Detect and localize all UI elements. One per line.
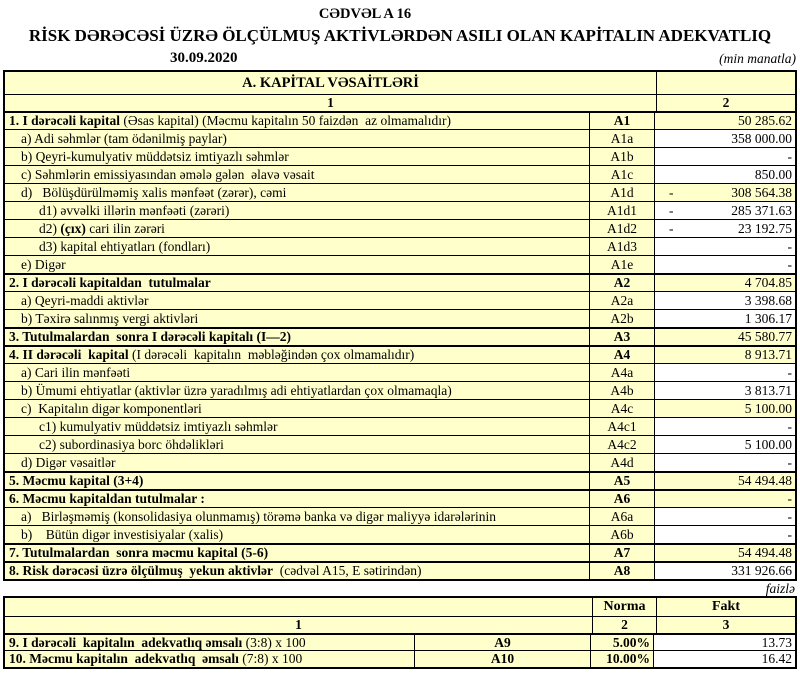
row-label: a) Cari ilin mənfəəti	[5, 364, 590, 381]
row-value: -	[655, 238, 795, 255]
row-code: A7	[590, 545, 655, 561]
row-code: A1	[590, 113, 655, 129]
row-label: 5. Məcmu kapital (3+4)	[5, 473, 590, 489]
row-code: A1a	[590, 130, 655, 147]
table-row	[5, 201, 795, 219]
ratio-column-number-row	[5, 616, 795, 633]
row-code: A1d1	[590, 202, 655, 219]
table-row	[5, 435, 795, 453]
row-value: 54 494.48	[655, 545, 795, 561]
ratio-table-header	[5, 598, 795, 616]
row-label: a) Qeyri-maddi aktivlər	[5, 292, 590, 309]
row-value: 3 398.68	[655, 292, 795, 309]
row-code: A5	[590, 473, 655, 489]
report-title: RİSK DƏRƏCƏSİ ÜZRƏ ÖLÇÜLMUŞ AKTİVLƏRDƏN ASILI OLAN KAPİTALIN ADEKVATLIQ	[28, 26, 772, 45]
table-row	[5, 363, 795, 381]
row-code: A4a	[590, 364, 655, 381]
row-code: A1d2	[590, 220, 655, 237]
row-label: d) Bölüşdürülməmiş xalis mənfəət (zərər), cəmi	[5, 184, 590, 201]
table-row	[5, 183, 795, 201]
table-row	[5, 219, 795, 237]
row-label: d1) əvvəlki illərin mənfəəti (zərəri)	[5, 202, 590, 219]
row-label: 6. Məcmu kapitaldan tutulmalar :	[5, 491, 590, 507]
row-value: 331 926.66	[655, 563, 795, 579]
row-code: A6	[590, 491, 655, 507]
row-label: 8. Risk dərəcəsi üzrə ölçülmuş yekun aktivlər (cədvəl A15, E sətirindən)	[5, 563, 590, 579]
row-value: 54 494.48	[655, 473, 795, 489]
row-value: -	[655, 418, 795, 435]
row-code: A1e	[590, 256, 655, 273]
row-label: a) Birləşməmiş (konsolidasiya olunmamış) törəmə banka və digər maliyyə idarələrinin	[5, 508, 590, 525]
capital-table-header	[5, 72, 795, 94]
row-label: 10. Məcmu kapitalın adekvatlıq əmsalı (7:8) x 100	[5, 651, 415, 667]
row-value: -	[655, 454, 795, 471]
row-value: -	[655, 526, 795, 543]
ratio-header-empty	[5, 598, 593, 616]
row-label: 9. I dərəcəli kapitalın adekvatlıq əmsalı (3:8) x 100	[5, 635, 415, 650]
row-label: b) Ümumi ehtiyatlar (aktivlər üzrə yaradılmış adi ehtiyatlardan çox olmamaqla)	[5, 382, 590, 399]
row-code: A4d	[590, 454, 655, 471]
row-value: - 23 192.75	[655, 220, 795, 237]
row-code: A1b	[590, 148, 655, 165]
row-label: c) Kapitalın digər komponentləri	[5, 400, 590, 417]
fakt-header: Fakt	[712, 599, 740, 614]
row-code: A2	[590, 275, 655, 291]
row-code: A8	[590, 563, 655, 579]
row-value: - 308 564.38	[655, 184, 795, 201]
row-code: A4c	[590, 400, 655, 417]
row-code: A3	[590, 329, 655, 345]
row-label: 3. Tutulmalardan sonra I dərəcəli kapitalı (I—2)	[5, 329, 590, 345]
row-fakt-value: 13.73	[654, 635, 795, 650]
row-value: 1 306.17	[655, 310, 795, 327]
table-number: CƏDVƏL A 16	[318, 6, 412, 22]
table-row	[5, 507, 795, 525]
col-no-1: 1	[5, 95, 657, 111]
table-row	[5, 255, 795, 273]
row-code: A1c	[590, 166, 655, 183]
row-value: 358 000.00	[655, 130, 795, 147]
row-value: 8 913.71	[655, 347, 795, 363]
row-code: A9	[415, 635, 591, 650]
row-label: 4. II dərəcəli kapital (I dərəcəli kapitalın məbləğindən çox olmamalıdır)	[5, 347, 590, 363]
row-code: A2a	[590, 292, 655, 309]
ratio-table	[3, 596, 797, 669]
row-label: 7. Tutulmalardan sonra məcmu kapital (5-6)	[5, 545, 590, 561]
ratio-col-no-1: 1	[5, 617, 593, 633]
table-row	[5, 381, 795, 399]
row-code: A2b	[590, 310, 655, 327]
table-row	[5, 489, 795, 507]
row-label: c1) kumulyativ müddətsiz imtiyazlı səhmlər	[5, 418, 590, 435]
row-value: 45 580.77	[655, 329, 795, 345]
table-row	[5, 111, 795, 129]
row-fakt-value: 16.42	[654, 651, 795, 667]
row-label: a) Adi səhmlər (tam ödənilmiş paylar)	[5, 130, 590, 147]
row-value: -	[655, 148, 795, 165]
table-row	[5, 561, 795, 579]
row-value: -	[655, 491, 795, 507]
column-number-row	[5, 94, 795, 111]
table-row	[5, 633, 795, 650]
row-value: 5 100.00	[655, 436, 795, 453]
row-code: A4c2	[590, 436, 655, 453]
table-row	[5, 650, 795, 667]
table-row	[5, 309, 795, 327]
row-norma-value: 10.00%	[591, 651, 654, 667]
section-header: A. KAPİTAL VƏSAİTLƏRİ	[5, 72, 657, 94]
row-code: A1d3	[590, 238, 655, 255]
table-row	[5, 543, 795, 561]
table-row	[5, 273, 795, 291]
row-label: e) Digər	[5, 256, 590, 273]
row-value: 50 285.62	[655, 113, 795, 129]
table-row	[5, 345, 795, 363]
row-label: b) Qeyri-kumulyativ müddətsiz imtiyazlı səhmlər	[5, 148, 590, 165]
row-code: A6a	[590, 508, 655, 525]
row-label: b) Bütün digər investisiyalar (xalis)	[5, 526, 590, 543]
row-code: A4	[590, 347, 655, 363]
row-code: A4c1	[590, 418, 655, 435]
percent-note: faizlə	[765, 581, 795, 596]
table-row	[5, 237, 795, 255]
row-label: 2. I dərəcəli kapitaldan tutulmalar	[5, 275, 590, 291]
table-row	[5, 417, 795, 435]
row-code: A1d	[590, 184, 655, 201]
table-row	[5, 147, 795, 165]
row-value: -	[655, 256, 795, 273]
row-value: -	[655, 364, 795, 381]
col-no-2: 2	[722, 95, 730, 110]
table-row	[5, 327, 795, 345]
unit-note: (min manatla)	[719, 51, 796, 66]
row-value: 850.00	[655, 166, 795, 183]
table-row	[5, 399, 795, 417]
row-code: A6b	[590, 526, 655, 543]
row-label: b) Təxirə salınmış vergi aktivləri	[5, 310, 590, 327]
table-row	[5, 129, 795, 147]
row-label: d) Digər vəsaitlər	[5, 454, 590, 471]
row-value: -	[655, 508, 795, 525]
table-row	[5, 165, 795, 183]
row-norma-value: 5.00%	[591, 635, 654, 650]
row-value: 4 704.85	[655, 275, 795, 291]
report-date: 30.09.2020	[170, 50, 238, 66]
capital-table	[3, 70, 797, 581]
row-label: c2) subordinasiya borc öhdəlikləri	[5, 436, 590, 453]
row-label: d3) kapital ehtiyatları (fondları)	[5, 238, 590, 255]
section-header-value-cell	[657, 72, 795, 94]
row-code: A10	[415, 651, 591, 667]
table-row	[5, 453, 795, 471]
table-row	[5, 291, 795, 309]
row-label: d2) (çıx) cari ilin zərəri	[5, 220, 590, 237]
row-label: c) Səhmlərin emissiyasından əmələ gələn əlavə vəsait	[5, 166, 590, 183]
row-code: A4b	[590, 382, 655, 399]
row-label: 1. I dərəcəli kapital (Əsas kapital) (Məcmu kapitalın 50 faizdən az olmamalıdır)	[5, 113, 590, 129]
ratio-col-no-2: 2	[593, 617, 657, 633]
row-value: 5 100.00	[655, 400, 795, 417]
row-value: - 285 371.63	[655, 202, 795, 219]
report-subheader	[0, 50, 800, 67]
norma-header: Norma	[593, 598, 657, 616]
table-row	[5, 471, 795, 489]
ratio-col-no-3: 3	[722, 617, 730, 632]
table-row	[5, 525, 795, 543]
row-value: 3 813.71	[655, 382, 795, 399]
